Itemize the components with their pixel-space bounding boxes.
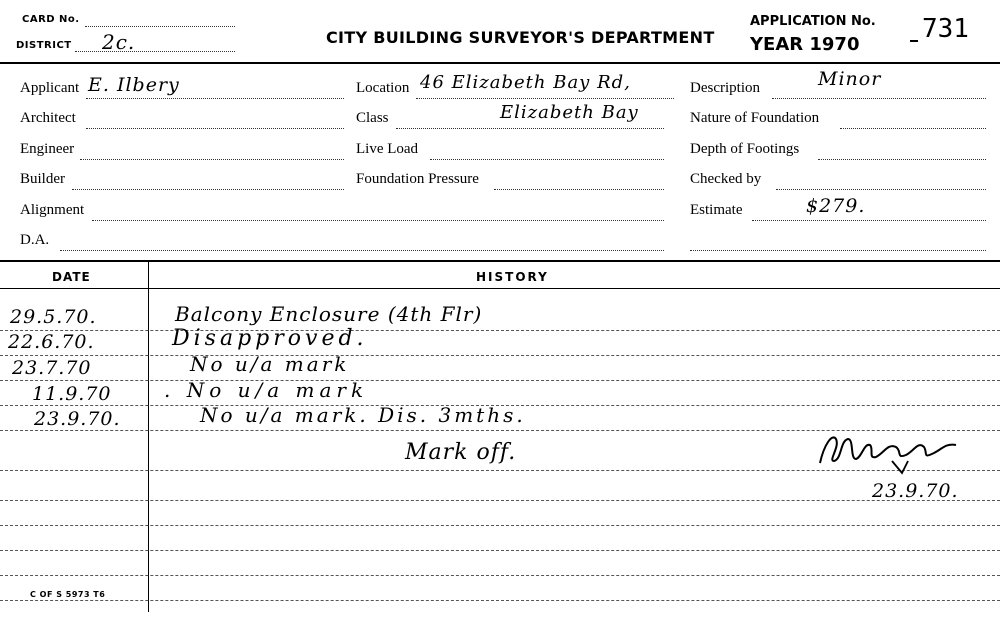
- engineer-label: Engineer: [20, 141, 75, 157]
- live-load-label: Live Load: [356, 141, 419, 157]
- live-load-line: [430, 159, 664, 160]
- nature-of-foundation-label: Nature of Foundation: [690, 110, 820, 126]
- checked-by-line: [776, 189, 986, 190]
- architect-line: [86, 128, 344, 129]
- fields-rule: [0, 260, 1000, 262]
- ruled-line: [0, 500, 1000, 501]
- history-text: . No u/a mark: [164, 378, 369, 402]
- table-header-rule: [0, 288, 1000, 289]
- card-no-label: CARD No.: [22, 14, 80, 25]
- signature-date: 23.9.70.: [872, 480, 959, 502]
- mark-off-note: Mark off.: [405, 440, 517, 465]
- alignment-line: [92, 220, 664, 221]
- location-value-1: 46 Elizabeth Bay Rd,: [420, 72, 631, 93]
- foundation-pressure-label: Foundation Pressure: [356, 171, 479, 187]
- form-code: C OF S 5973 T6: [30, 590, 106, 599]
- history-text: No u/a mark: [190, 352, 350, 376]
- nature-of-foundation-line: [840, 128, 986, 129]
- ruled-line: [0, 550, 1000, 551]
- foundation-pressure-line: [494, 189, 664, 190]
- applicant-line: [86, 98, 344, 99]
- builder-label: Builder: [20, 171, 65, 187]
- department-title: CITY BUILDING SURVEYOR'S DEPARTMENT: [326, 28, 715, 47]
- ruled-line: [0, 575, 1000, 576]
- district-value: 2c.: [102, 30, 136, 54]
- description-label: Description: [690, 80, 760, 96]
- signature-mark: [810, 425, 970, 475]
- history-date: 22.6.70.: [8, 331, 95, 353]
- history-date: 23.9.70.: [34, 408, 121, 430]
- architect-label: Architect: [20, 110, 76, 126]
- ruled-line: [0, 600, 1000, 601]
- history-text: Balcony Enclosure (4th Flr): [175, 302, 483, 326]
- class-label: Class: [356, 110, 389, 126]
- application-no-label: APPLICATION No.: [750, 14, 876, 29]
- location-line: [416, 98, 674, 99]
- header-rule: [0, 62, 1000, 64]
- ruled-line: [0, 355, 1000, 356]
- applicant-label: Applicant: [20, 80, 80, 96]
- application-dash: [910, 40, 918, 42]
- alignment-label: Alignment: [20, 202, 85, 218]
- extra-line: [690, 250, 986, 251]
- engineer-line: [80, 159, 344, 160]
- estimate-line: [752, 220, 986, 221]
- district-label: DISTRICT: [16, 40, 72, 51]
- year-label: YEAR 1970: [750, 34, 860, 55]
- location-label: Location: [356, 80, 410, 96]
- estimate-label: Estimate: [690, 202, 743, 218]
- builder-line: [72, 189, 344, 190]
- history-text: No u/a mark. Dis. 3mths.: [200, 403, 526, 427]
- history-text: Disapproved.: [172, 326, 368, 351]
- history-header: HISTORY: [476, 270, 549, 284]
- date-column-divider: [148, 262, 149, 612]
- application-no-value: 731: [922, 14, 969, 44]
- applicant-value: E. Ilbery: [88, 74, 180, 96]
- ruled-line: [0, 380, 1000, 381]
- card-no-line: [85, 26, 235, 27]
- district-line: [75, 51, 235, 52]
- checked-by-label: Checked by: [690, 171, 762, 187]
- depth-of-footings-line: [818, 159, 986, 160]
- history-date: 29.5.70.: [10, 306, 97, 328]
- estimate-value: $279.: [806, 195, 866, 217]
- da-line: [60, 250, 664, 251]
- ruled-line: [0, 525, 1000, 526]
- location-value-2: Elizabeth Bay: [500, 102, 639, 123]
- depth-of-footings-label: Depth of Footings: [690, 141, 800, 157]
- da-label: D.A.: [20, 232, 50, 248]
- class-line: [396, 128, 664, 129]
- history-date: 11.9.70: [32, 383, 112, 405]
- date-header: DATE: [52, 270, 91, 284]
- description-line: [772, 98, 986, 99]
- ruled-line: [0, 330, 1000, 331]
- history-date: 23.7.70: [12, 357, 92, 379]
- description-value: Minor: [818, 68, 882, 90]
